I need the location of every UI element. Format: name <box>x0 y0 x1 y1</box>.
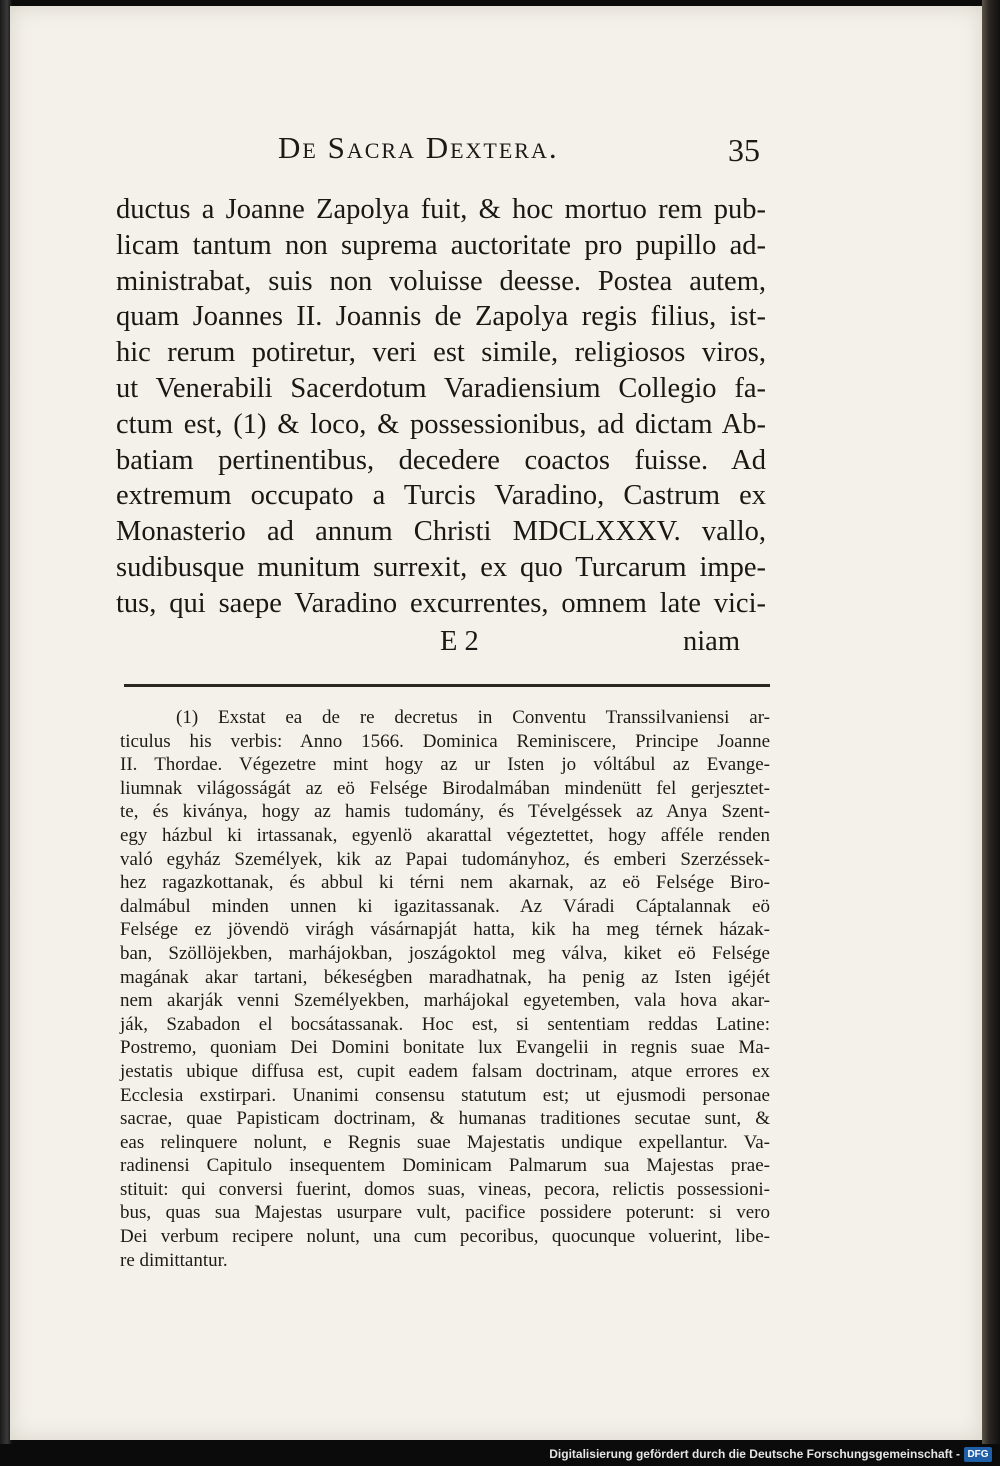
footnote-line: ticulus his verbis: Anno 1566. Dominica Reminiscere, Principe Joanne <box>120 730 770 752</box>
footnote-line: magának akar tartani, békeségben maradhatnak, ha penig az Isten igéjét <box>120 966 770 988</box>
body-line: ut Venerabili Sacerdotum Varadiensium Collegio fa- <box>116 372 766 404</box>
page-header <box>10 126 982 176</box>
footnote-line: dalmábul minden unnen ki igazitassanak. Az Váradi Cáptalannak eö <box>120 895 770 917</box>
footnote-line: (1) Exstat ea de re decretus in Conventu Transsilvaniensi ar- <box>176 707 770 728</box>
footnote-line: egy házbul ki irtassanak, egyenlö akarattal végeztettet, hogy afféle renden <box>120 824 770 846</box>
footnote-line: Dei verbum recipere nolunt, una cum pecoribus, quocunque voluerint, libe- <box>120 1226 770 1248</box>
body-line: ctum est, (1) & loco, & possessionibus, ad dictam Ab- <box>116 408 766 440</box>
scan-border-right <box>982 0 1000 1444</box>
body-line: sudibusque munitum surrexit, ex quo Turcarum impe- <box>116 551 766 583</box>
footnote-line: hez ragazkottanak, és abbul ki térni nem akarnak, az eö Felsége Biro- <box>120 872 770 894</box>
footnote-line: sacrae, quae Papisticam doctrinam, & humanas traditiones secutae sunt, & <box>120 1108 770 1130</box>
footnote <box>120 706 770 1272</box>
footnote-line: stituit: qui conversi fuerint, domos suas, vineas, pecora, relictis possessioni- <box>120 1178 770 1200</box>
body-line: hic rerum potiretur, veri est simile, religiosos viros, <box>116 337 766 369</box>
funding-credit: Digitalisierung gefördert durch die Deutsche Forschungsgemeinschaft - <box>549 1447 960 1461</box>
footnote-line: liumnak világosságát az eö Felsége Birodalmában mindenütt fel gerjesztet- <box>120 777 770 799</box>
page-number: 35 <box>728 132 760 168</box>
footnote-line: Ecclesia exstirpari. Unanimi consensu statutum est; ut ejusmodi personae <box>120 1084 770 1106</box>
body-line: batiam pertinentibus, decedere coactos fuisse. Ad <box>116 444 766 476</box>
footnote-rule <box>124 684 770 687</box>
body-line: licam tantum non suprema auctoritate pro pupillo ad- <box>116 229 766 261</box>
body-line: ductus a Joanne Zapolya fuit, & hoc mortuo rem pub- <box>116 194 766 225</box>
body-line: quam Joannes II. Joannis de Zapolya regis filius, ist- <box>116 301 766 333</box>
footnote-line: Postremo, quoniam Dei Domini bonitate lux Evangelii in regnis suae Ma- <box>120 1037 770 1059</box>
footnote-line: való egyház Személyek, kik az Papai tudományhoz, és emberi Szerzéssek- <box>120 848 770 870</box>
footnote-line: nem akarják venni Személyekben, marhájokal egyetemben, vala hova akar- <box>120 990 770 1012</box>
signature-line <box>116 626 766 662</box>
body-line: ministrabat, suis non voluisse deesse. Postea autem, <box>116 265 766 297</box>
footnote-line: eas relinquere nolunt, e Regnis suae Majestatis undique expellantur. Va- <box>120 1131 770 1153</box>
dfg-logo: DFG <box>964 1447 992 1462</box>
body-line: tus, qui saepe Varadino excurrentes, omnem late vici- <box>116 587 766 619</box>
footnote-line: bus, quas sua Majestas usurpare vult, pacifice possidere poterunt: si vero <box>120 1202 770 1224</box>
catchword: niam <box>683 626 740 657</box>
footnote-line: radinensi Capitulo insequentem Dominicam Palmarum sua Majestas prae- <box>120 1155 770 1177</box>
footnote-line: re dimittantur. <box>120 1249 228 1271</box>
signature-mark: E 2 <box>440 626 479 657</box>
body-line: extremum occupato a Turcis Varadino, Castrum ex <box>116 480 766 512</box>
credit-bar <box>0 1444 1000 1466</box>
footnote-line: II. Thordae. Végezetre mint hogy az ur Isten jo vóltábul az Evange- <box>120 754 770 776</box>
book-page <box>10 6 982 1440</box>
footnote-line: te, és kiványa, hogy az hamis tudomány, és Tévelgéssek az Anya Szent- <box>120 801 770 823</box>
running-title: De Sacra Dextera. <box>278 130 559 165</box>
footnote-line: Felsége ez jövendö virágh vásárnapját hatta, kik ha meg térnek házak- <box>120 919 770 941</box>
footnote-line: ban, Szöllöjekben, marhájokban, joszágoktol meg válva, kiket eö Felsége <box>120 942 770 964</box>
body-line: Monasterio ad annum Christi MDCLXXXV. vallo, <box>116 516 766 548</box>
footnote-line: ják, Szabadon el bocsátassanak. Hoc est, si sententiam reddas Latine: <box>120 1013 770 1035</box>
footnote-line: jestatis ubique diffusa est, cupit eadem falsam doctrinam, atque errores ex <box>120 1060 770 1082</box>
main-text <box>116 192 766 622</box>
